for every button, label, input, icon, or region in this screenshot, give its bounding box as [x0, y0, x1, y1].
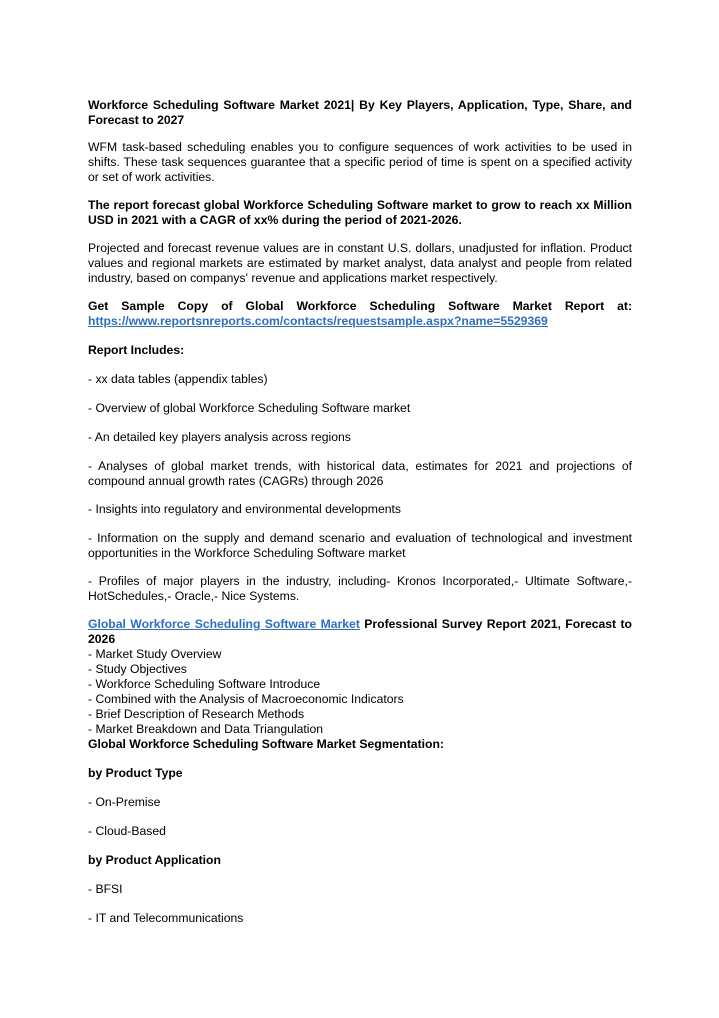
survey-item: - Market Breakdown and Data Triangulation — [88, 722, 324, 736]
survey-heading-rest: Professional Survey Report 2021, Forecast to 2026 — [88, 617, 632, 646]
report-item: - xx data tables (appendix tables) — [88, 372, 268, 386]
report-item: - Insights into regulatory and environmental developments — [88, 502, 401, 516]
report-item: - Analyses of global market trends, with historical data, estimates for 2021 and projections of compound annual growth rates (CAGRs) through 2026 — [88, 459, 632, 488]
product-type-heading: by Product Type — [88, 766, 183, 780]
survey-market-link[interactable]: Global Workforce Scheduling Software Market — [88, 617, 360, 631]
sample-request-link[interactable]: https://www.reportsnreports.com/contacts/requestsample.aspx?name=5529369 — [88, 314, 548, 328]
report-item: - Information on the supply and demand scenario and evaluation of technological and investment opportunities in the Workforce Scheduling Software market — [88, 531, 632, 560]
survey-item: - Study Objectives — [88, 662, 187, 676]
document-page — [88, 98, 632, 940]
product-application-item: - IT and Telecommunications — [88, 911, 244, 925]
product-application-heading: by Product Application — [88, 853, 221, 867]
product-type-item: - On-Premise — [88, 795, 161, 809]
survey-item: - Market Study Overview — [88, 647, 222, 661]
report-includes-heading: Report Includes: — [88, 343, 185, 357]
projected-paragraph: Projected and forecast revenue values are in constant U.S. dollars, unadjusted for inflation. Product values and regional markets are estimated by market analyst, data analyst and people from related industry, based on companys' revenue and applications market respectively. — [88, 241, 632, 285]
survey-item: - Brief Description of Research Methods — [88, 707, 305, 721]
product-application-item: - BFSI — [88, 882, 123, 896]
report-item: - Profiles of major players in the industry, including- Kronos Incorporated,- Ultimate Software,- HotSchedules,- Oracle,- Nice Systems. — [88, 574, 632, 603]
report-item: - An detailed key players analysis across regions — [88, 430, 351, 444]
segmentation-heading: Global Workforce Scheduling Software Market Segmentation: — [88, 737, 444, 751]
sample-label: Get Sample Copy of Global Workforce Scheduling Software Market Report at: — [88, 299, 632, 313]
survey-items — [88, 647, 632, 737]
document-title: Workforce Scheduling Software Market 2021| By Key Players, Application, Type, Share, and Forecast to 2027 — [88, 98, 632, 127]
survey-heading — [88, 617, 632, 647]
intro-paragraph: WFM task-based scheduling enables you to configure sequences of work activities to be used in shifts. These task sequences guarantee that a specific period of time is spent on a specified activity or set of work activities. — [88, 140, 632, 184]
report-item: - Overview of global Workforce Scheduling Software market — [88, 401, 411, 415]
survey-item: - Workforce Scheduling Software Introduce — [88, 677, 321, 691]
product-type-item: - Cloud-Based — [88, 824, 166, 838]
forecast-paragraph: The report forecast global Workforce Scheduling Software market to grow to reach xx Million USD in 2021 with a CAGR of xx% during the period of 2021-2026. — [88, 198, 632, 227]
sample-link-line — [88, 314, 632, 329]
survey-item: - Combined with the Analysis of Macroeconomic Indicators — [88, 692, 404, 706]
